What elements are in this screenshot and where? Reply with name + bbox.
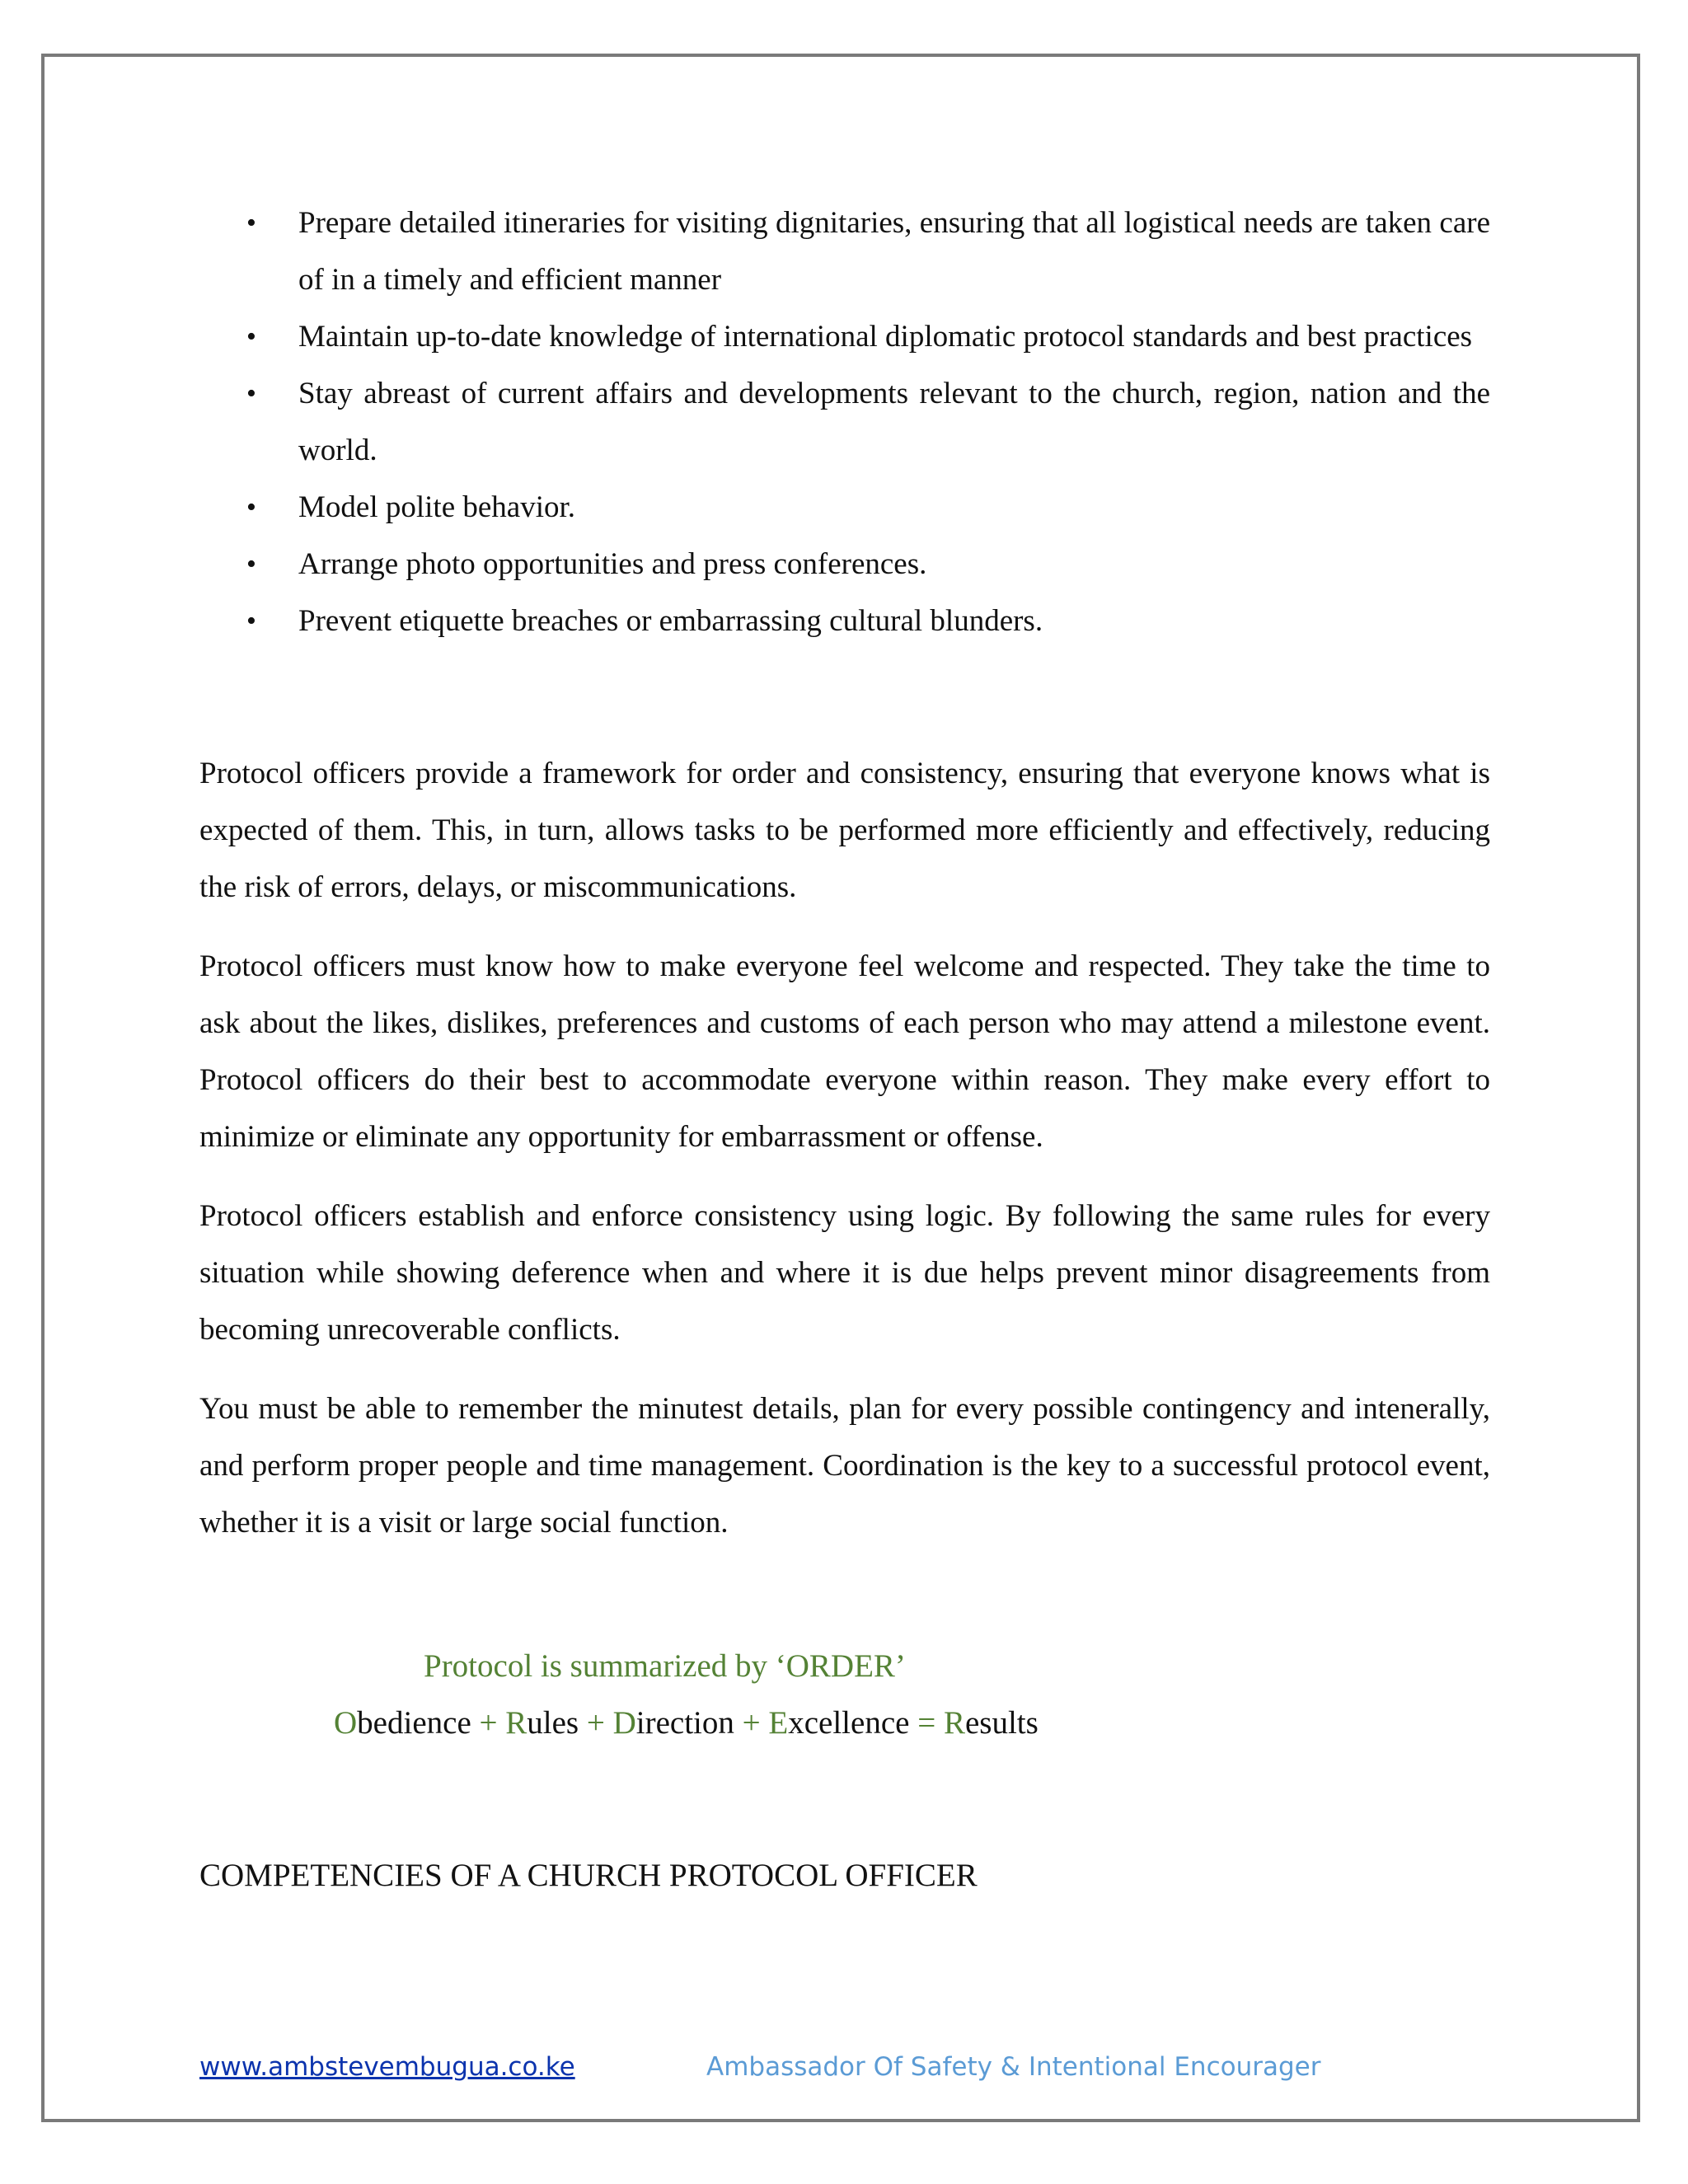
list-item-text: Prevent etiquette breaches or embarrassing cultural blunders. bbox=[298, 604, 1043, 638]
paragraph-framework: Protocol officers provide a framework for order and consistency, ensuring that everyone knows what is expected of them. This, in turn, allows tasks to be performed more efficiently and effectively, reducing the risk of errors, delays, or miscommunications. bbox=[199, 757, 1490, 904]
bullet-icon: • bbox=[246, 606, 256, 636]
list-item-text: Prepare detailed itineraries for visiting dignitaries, ensuring that all logistical needs are taken care of in a timely and efficient manner bbox=[298, 206, 1490, 297]
formula-word: irection bbox=[635, 1705, 734, 1741]
order-title: Protocol is summarized by ‘ORDER’ bbox=[424, 1648, 906, 1684]
list-item bbox=[199, 308, 1490, 365]
bullet-list bbox=[199, 194, 1490, 649]
list-item-text: Arrange photo opportunities and press conferences. bbox=[298, 547, 927, 581]
footer-tagline: Ambassador Of Safety & Intentional Encourager bbox=[706, 2052, 1321, 2082]
page-footer bbox=[199, 2050, 1490, 2083]
formula-initial: R bbox=[505, 1705, 528, 1741]
formula-operator: + bbox=[734, 1705, 769, 1741]
formula-operator: + bbox=[471, 1705, 506, 1741]
bullet-icon: • bbox=[246, 492, 256, 523]
formula-initial: E bbox=[768, 1705, 789, 1741]
formula-initial: R bbox=[943, 1705, 965, 1741]
formula-initial: O bbox=[334, 1705, 358, 1741]
list-item bbox=[199, 479, 1490, 536]
list-item bbox=[199, 194, 1490, 308]
section-heading: COMPETENCIES OF A CHURCH PROTOCOL OFFICER bbox=[199, 1858, 978, 1893]
formula-operator: + bbox=[579, 1705, 613, 1741]
list-item bbox=[199, 365, 1490, 479]
order-formula bbox=[199, 1694, 1490, 1751]
paragraph-coordination: You must be able to remember the minutest details, plan for every possible contingency and intenerally, and perform proper people and time management. Coordination is the key to a successful protocol event, whether it is a visit or large social function. bbox=[199, 1392, 1490, 1540]
bullet-icon: • bbox=[246, 321, 256, 352]
list-item-text: Model polite behavior. bbox=[298, 490, 576, 524]
list-item bbox=[199, 536, 1490, 593]
bullet-icon: • bbox=[246, 208, 256, 238]
formula-word: xcellence bbox=[788, 1705, 910, 1741]
formula-word: esults bbox=[964, 1705, 1039, 1741]
body-paragraphs bbox=[199, 745, 1490, 1551]
list-item bbox=[199, 593, 1490, 649]
formula-word: ules bbox=[527, 1705, 579, 1741]
formula-word: bedience bbox=[357, 1705, 471, 1741]
formula-operator: = bbox=[909, 1705, 944, 1741]
list-item-text: Maintain up-to-date knowledge of international diplomatic protocol standards and best practices bbox=[298, 320, 1473, 354]
website-link[interactable]: www.ambstevembugua.co.ke bbox=[199, 2052, 575, 2082]
paragraph-consistency: Protocol officers establish and enforce consistency using logic. By following the same rules for every situation while showing deference when and where it is due helps prevent minor disagreements from becoming unrecoverable conflicts. bbox=[199, 1199, 1490, 1347]
bullet-icon: • bbox=[246, 378, 256, 409]
formula-initial: D bbox=[612, 1705, 636, 1741]
list-item-text: Stay abreast of current affairs and developments relevant to the church, region, nation and the world. bbox=[298, 377, 1490, 467]
document-body bbox=[199, 194, 1490, 1904]
paragraph-welcome: Protocol officers must know how to make everyone feel welcome and respected. They take the time to ask about the likes, dislikes, preferences and customs of each person who may attend a milestone event. Protocol officers do their best to accommodate everyone within reason. They make every effort to minimize or eliminate any opportunity for embarrassment or offense. bbox=[199, 949, 1490, 1154]
order-summary bbox=[199, 1638, 1490, 1751]
bullet-icon: • bbox=[246, 549, 256, 579]
